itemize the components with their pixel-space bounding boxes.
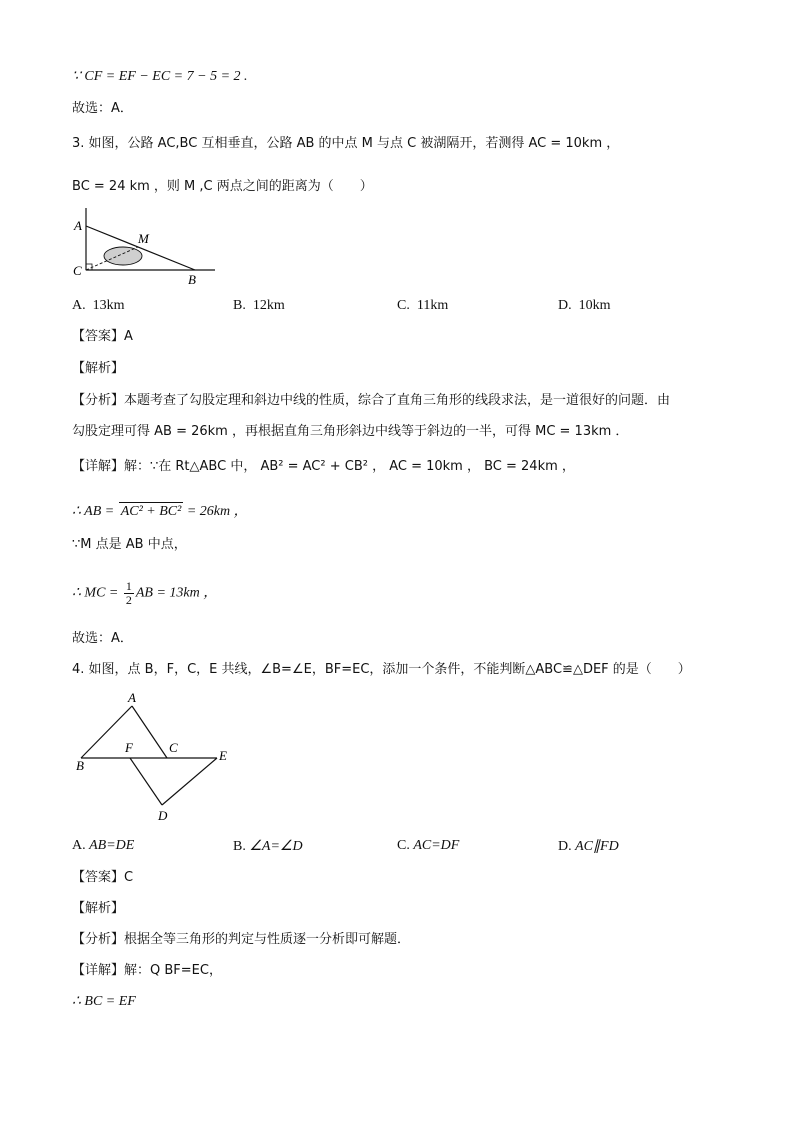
q4-label-E: E (219, 748, 227, 763)
fraction (124, 580, 134, 607)
q4-label-B: B (76, 758, 84, 773)
prev-solution-line: ∵ CF = EF − EC = 7 − 5 = 2 . (72, 69, 248, 84)
q3-label-A: A (74, 218, 82, 233)
option-text: 13km (92, 298, 125, 313)
q4-label-D: D (158, 808, 168, 823)
q4-detail-line2: ∴ BC = EF (72, 994, 136, 1009)
q3-detail-line2 (72, 502, 248, 521)
option-letter: D. (558, 298, 572, 313)
q3-label-M: M (138, 231, 149, 246)
fraction-denominator: 2 (125, 593, 132, 607)
q3-detail-line3: ∵M 点是 AB 中点， (72, 537, 187, 552)
q3-label-B: B (188, 272, 196, 287)
option-letter: C. (397, 298, 410, 313)
option-letter: A. (72, 298, 86, 313)
option-letter: D. (558, 839, 572, 854)
sqrt-expression: AC² + BC² (120, 504, 182, 519)
q3-option-b[interactable] (233, 298, 285, 314)
option-text: 12km (252, 298, 285, 313)
option-text: AC∥FD (575, 839, 619, 854)
q4-option-c[interactable] (397, 838, 459, 854)
q3-figure (70, 208, 230, 288)
q4-stem: 4. 如图，点 B，F，C，E 共线，∠B=∠E，BF=EC，添加一个条件，不能判断△ABC≌△DEF 的是（ ） (72, 662, 691, 677)
lake-shape (104, 247, 142, 265)
q3-fenxi-line1: 【分析】本题考查了勾股定理和斜边中线的性质，综合了直角三角形的线段求法，是一道很好的问题．由 (72, 393, 671, 408)
option-text: 11km (416, 298, 449, 313)
prev-choice-line: 故选：A． (72, 101, 133, 116)
option-letter: C. (397, 838, 410, 853)
detail-prefix: ∴ AB = (72, 504, 118, 519)
option-text: ∠A=∠D (249, 839, 303, 854)
detail-prefix: ∴ MC = (72, 585, 122, 601)
q3-option-c[interactable] (397, 298, 448, 314)
q4-label-F: F (125, 740, 133, 755)
q3-detail-line4 (72, 580, 217, 607)
q4-label-A: A (128, 690, 136, 705)
q3-option-a[interactable] (72, 298, 125, 314)
q4-detail-line1: 【详解】解：Q BF=EC， (72, 963, 222, 978)
option-text: AC=DF (413, 838, 460, 853)
q3-label-C: C (73, 263, 82, 278)
option-text: AB=DE (89, 838, 135, 853)
q3-stem-line2: BC = 24 km ，则 M ,C 两点之间的距离为（ ） (72, 179, 373, 194)
q3-detail-line5: 故选：A． (72, 631, 133, 646)
option-letter: A. (72, 838, 86, 853)
q3-fenxi-line2: 勾股定理可得 AB = 26km ，再根据直角三角形斜边中线等于斜边的一半，可得 MC = 13km ． (72, 424, 629, 439)
q4-option-a[interactable] (72, 838, 134, 854)
q4-figure (72, 690, 242, 825)
q3-answer: 【答案】A (72, 329, 133, 344)
option-letter: B. (233, 298, 246, 313)
q4-option-b[interactable] (233, 838, 303, 855)
option-text: 10km (578, 298, 611, 313)
option-letter: B. (233, 839, 246, 854)
q4-label-C: C (169, 740, 178, 755)
q4-analysis-heading: 【解析】 (72, 901, 125, 916)
q3-analysis-heading: 【解析】 (72, 361, 125, 376)
q4-option-d[interactable] (558, 838, 619, 855)
q4-fenxi: 【分析】根据全等三角形的判定与性质逐一分析即可解题． (72, 932, 411, 947)
q3-detail-line1: 【详解】解：∵在 Rt△ABC 中， AB² = AC² + CB² ， AC = 10km ， BC = 24km ， (72, 459, 575, 474)
detail-result: AB = 13km ， (135, 585, 218, 601)
q3-stem-line1: 3. 如图，公路 AC,BC 互相垂直，公路 AB 的中点 M 与点 C 被湖隔开，若测得 AC = 10km ， (72, 136, 620, 151)
q3-option-d[interactable] (558, 298, 611, 314)
detail-result: = 26km ， (183, 504, 248, 519)
q4-answer: 【答案】C (72, 870, 134, 885)
fraction-numerator: 1 (125, 579, 132, 593)
